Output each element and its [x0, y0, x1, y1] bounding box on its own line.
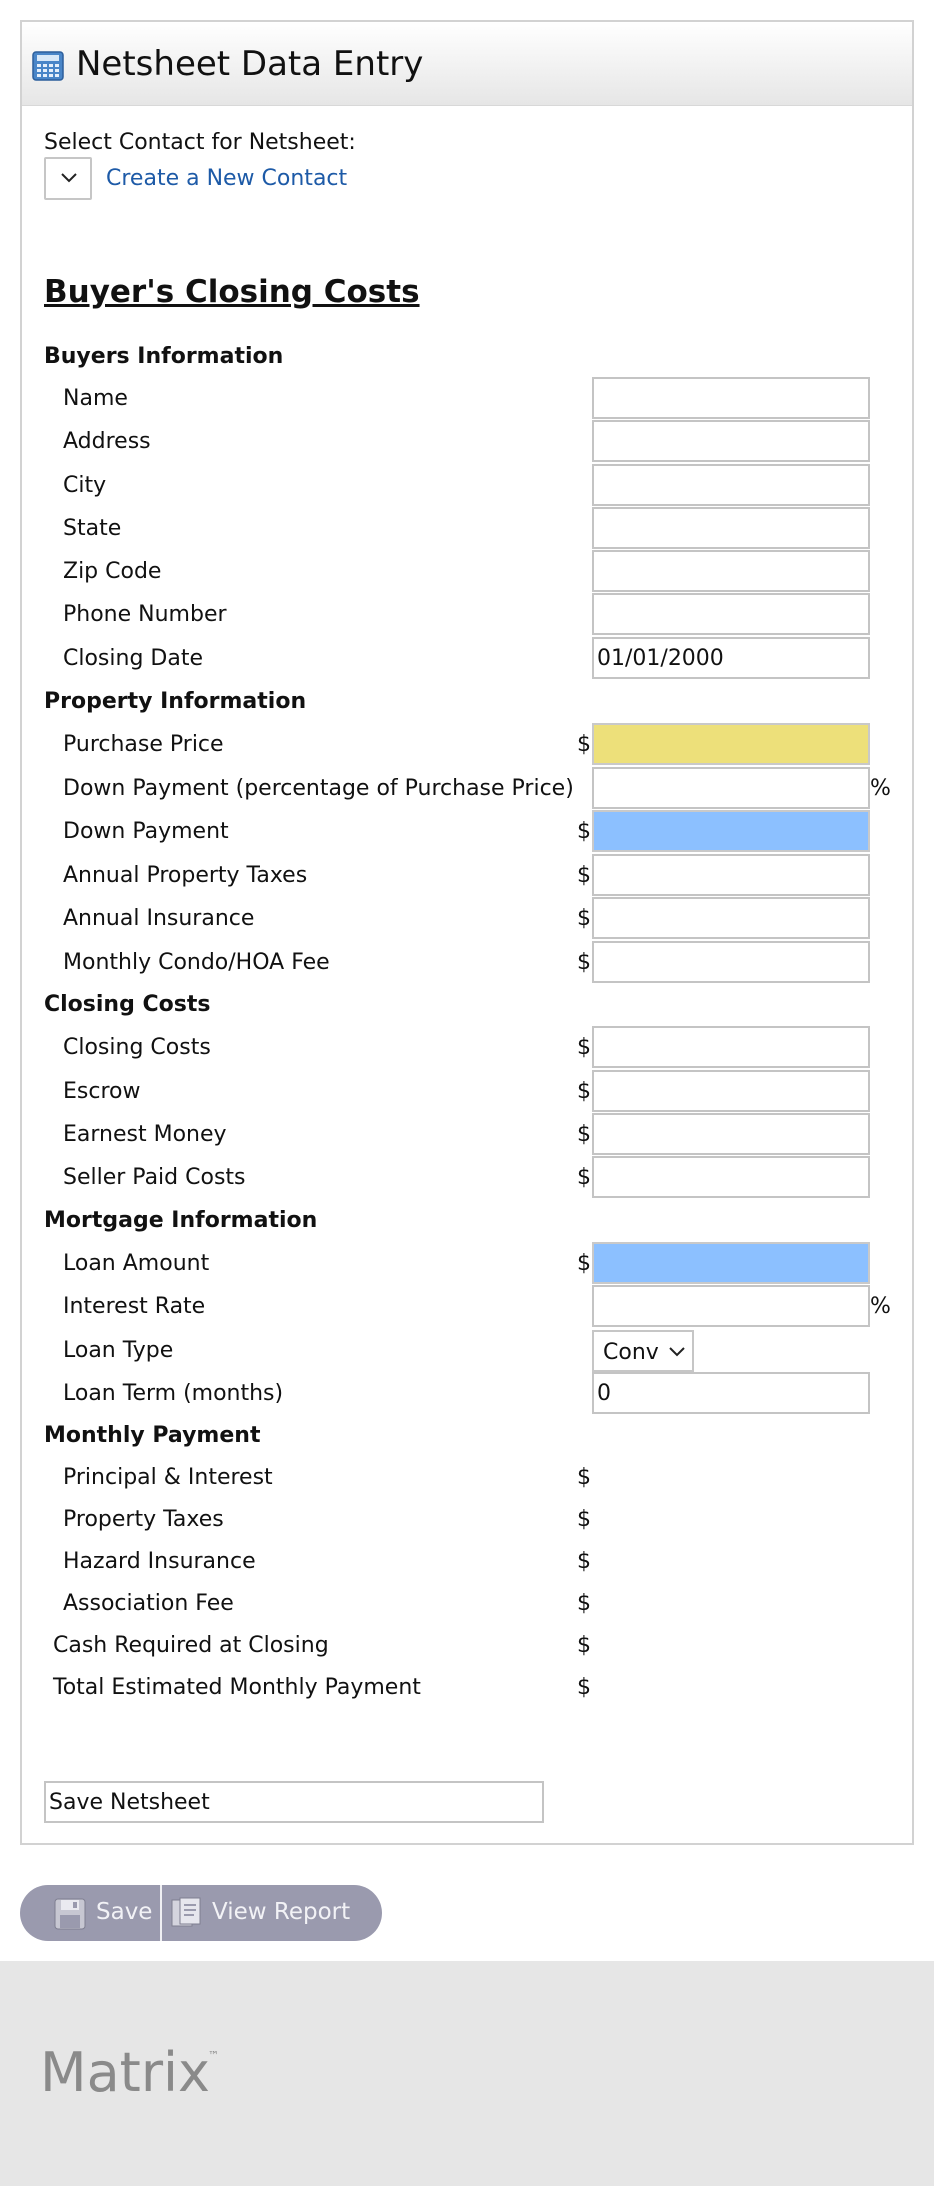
- percent-symbol: %: [870, 776, 891, 801]
- currency-symbol: $: [577, 819, 591, 844]
- panel-title: Netsheet Data Entry: [76, 44, 424, 84]
- netsheet-panel: [20, 20, 914, 1845]
- phone-number-input[interactable]: [592, 593, 870, 635]
- trademark-symbol: ™: [208, 2049, 219, 2062]
- section-title-monthly: Monthly Payment: [44, 1423, 261, 1448]
- loan-type-label: Loan Type: [63, 1338, 174, 1363]
- cash-required-label: Cash Required at Closing: [53, 1633, 329, 1658]
- currency-symbol: $: [577, 1633, 591, 1658]
- currency-symbol: $: [577, 950, 591, 975]
- interest-rate-input[interactable]: [592, 1285, 870, 1327]
- city-label: City: [63, 473, 107, 498]
- principal-interest-label: Principal & Interest: [63, 1465, 273, 1490]
- currency-symbol: $: [577, 732, 591, 757]
- earnest-money-input[interactable]: [592, 1113, 870, 1155]
- currency-symbol: $: [577, 1591, 591, 1616]
- floppy-disk-icon: [54, 1898, 86, 1930]
- zip-code-label: Zip Code: [63, 559, 162, 584]
- escrow-label: Escrow: [63, 1079, 141, 1104]
- currency-symbol: $: [577, 1251, 591, 1276]
- currency-symbol: $: [577, 906, 591, 931]
- loan-amount-input[interactable]: [592, 1242, 870, 1284]
- down-payment-percent-label: Down Payment (percentage of Purchase Price): [63, 776, 574, 801]
- page-heading: Buyer's Closing Costs: [44, 274, 420, 310]
- panel-header: [22, 22, 912, 106]
- chevron-down-icon: [60, 172, 78, 184]
- escrow-input[interactable]: [592, 1070, 870, 1112]
- save-button[interactable]: [20, 1885, 160, 1941]
- address-input[interactable]: [592, 420, 870, 462]
- contact-select[interactable]: [44, 157, 92, 200]
- currency-symbol: $: [577, 1549, 591, 1574]
- address-label: Address: [63, 429, 151, 454]
- annual-insurance-input[interactable]: [592, 897, 870, 939]
- closing-date-input[interactable]: [592, 637, 870, 679]
- currency-symbol: $: [577, 1507, 591, 1532]
- section-title-mortgage: Mortgage Information: [44, 1208, 318, 1233]
- calculator-icon: [32, 51, 64, 81]
- view-report-label: View Report: [212, 1899, 351, 1925]
- closing-date-label: Closing Date: [63, 646, 203, 671]
- closing-costs-input[interactable]: [592, 1026, 870, 1068]
- phone-number-label: Phone Number: [63, 602, 227, 627]
- save-netsheet-button[interactable]: Save Netsheet: [44, 1781, 544, 1823]
- annual-insurance-label: Annual Insurance: [63, 906, 255, 931]
- association-fee-label: Association Fee: [63, 1591, 234, 1616]
- down-payment-label: Down Payment: [63, 819, 229, 844]
- seller-paid-costs-input[interactable]: [592, 1156, 870, 1198]
- city-input[interactable]: [592, 464, 870, 506]
- percent-symbol: %: [870, 1294, 891, 1319]
- currency-symbol: $: [577, 1165, 591, 1190]
- property-taxes-label: Property Taxes: [63, 1507, 224, 1532]
- earnest-money-label: Earnest Money: [63, 1122, 227, 1147]
- state-input[interactable]: [592, 507, 870, 549]
- create-contact-link[interactable]: Create a New Contact: [106, 166, 348, 191]
- loan-term-label: Loan Term (months): [63, 1381, 284, 1406]
- closing-costs-label: Closing Costs: [63, 1035, 211, 1060]
- interest-rate-label: Interest Rate: [63, 1294, 206, 1319]
- loan-type-select[interactable]: [592, 1330, 694, 1372]
- chevron-down-icon: [668, 1346, 686, 1358]
- section-title-buyers: Buyers Information: [44, 344, 284, 369]
- currency-symbol: $: [577, 1675, 591, 1700]
- purchase-price-label: Purchase Price: [63, 732, 224, 757]
- down-payment-percent-input[interactable]: [592, 767, 870, 809]
- matrix-logo: Matrix: [40, 2041, 211, 2104]
- view-report-button[interactable]: [162, 1885, 382, 1941]
- annual-property-taxes-input[interactable]: [592, 854, 870, 896]
- purchase-price-input[interactable]: [592, 723, 870, 765]
- total-monthly-payment-label: Total Estimated Monthly Payment: [53, 1675, 421, 1700]
- name-input[interactable]: [592, 377, 870, 419]
- hazard-insurance-label: Hazard Insurance: [63, 1549, 256, 1574]
- annual-property-taxes-label: Annual Property Taxes: [63, 863, 308, 888]
- name-label: Name: [63, 386, 128, 411]
- hoa-fee-label: Monthly Condo/HOA Fee: [63, 950, 330, 975]
- action-bar: [20, 1885, 382, 1941]
- seller-paid-costs-label: Seller Paid Costs: [63, 1165, 246, 1190]
- footer: [0, 1961, 934, 2186]
- currency-symbol: $: [577, 1035, 591, 1060]
- contact-select-label: Select Contact for Netsheet:: [44, 130, 356, 155]
- currency-symbol: $: [577, 1079, 591, 1104]
- loan-type-value: Conv: [603, 1340, 659, 1365]
- save-label: Save: [96, 1899, 153, 1925]
- report-icon: [170, 1896, 204, 1930]
- down-payment-input[interactable]: [592, 810, 870, 852]
- section-title-closing: Closing Costs: [44, 992, 211, 1017]
- currency-symbol: $: [577, 863, 591, 888]
- currency-symbol: $: [577, 1465, 591, 1490]
- loan-amount-label: Loan Amount: [63, 1251, 210, 1276]
- loan-term-input[interactable]: [592, 1372, 870, 1414]
- state-label: State: [63, 516, 122, 541]
- hoa-fee-input[interactable]: [592, 941, 870, 983]
- zip-code-input[interactable]: [592, 550, 870, 592]
- currency-symbol: $: [577, 1122, 591, 1147]
- section-title-property: Property Information: [44, 689, 307, 714]
